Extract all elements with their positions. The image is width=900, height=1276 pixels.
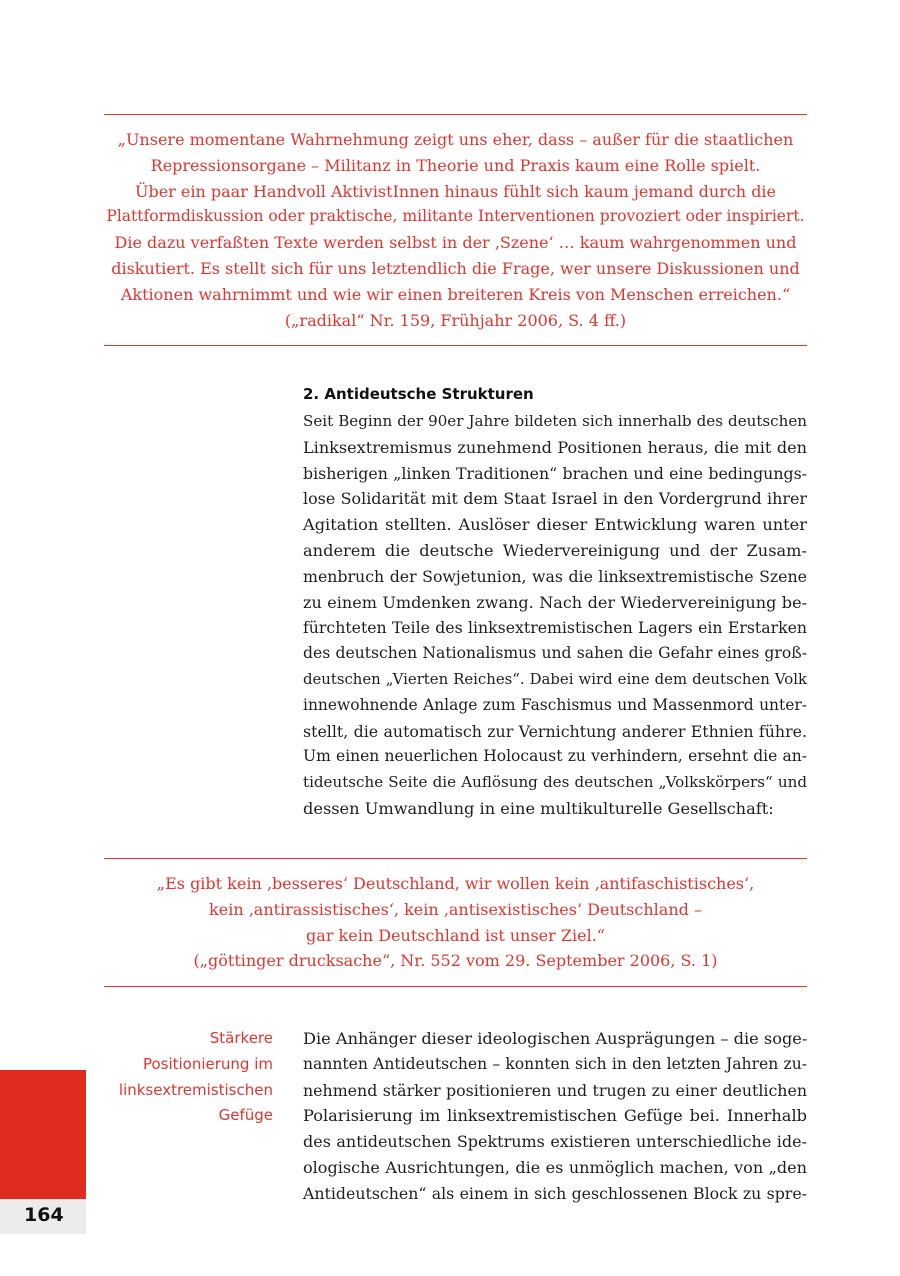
quote2-top-rule [104,858,807,859]
body-line: Agitation stellten. Auslöser dieser Entwicklung waren unter [303,515,807,535]
body-line: zu einem Umdenken zwang. Nach der Wiedervereinigung be- [303,592,807,612]
quote-line: kein ‚antirassistisches‘, kein ‚antisexistisches‘ Deutschland – [209,899,702,919]
body-line: ologische Ausrichtungen, die es unmöglich machen, von „den [303,1157,807,1177]
quote-line: Die dazu verfaßten Texte werden selbst in der ‚Szene‘ … kaum wahrgenommen und [114,233,797,253]
quote-source: („göttinger drucksache“, Nr. 552 vom 29. September 2006, S. 1) [193,951,718,971]
page-red-tab [0,1070,86,1199]
body-line: Polarisierung im linksextremistischen Gefüge bei. Innerhalb [303,1106,807,1126]
body-line: nannten Antideutschen – konnten sich in den letzten Jahren zu- [303,1054,807,1073]
quote-source: („radikal“ Nr. 159, Frühjahr 2006, S. 4 ff.) [284,310,627,330]
section-heading: 2. Antideutsche Strukturen [303,385,534,403]
body-line: dessen Umwandlung in eine multikulturelle Gesellschaft: [303,798,774,818]
body-line: Seit Beginn der 90er Jahre bildeten sich innerhalb des deutschen [303,412,807,430]
body-line: bisherigen „linken Traditionen“ brachen und eine bedingungs- [303,463,807,483]
quote-top-rule [104,114,807,115]
quote-line: diskutiert. Es stellt sich für uns letztendlich die Frage, wer unsere Diskussionen und [111,258,800,278]
body-line: des antideutschen Spektrums existieren unterschiedliche ide- [303,1132,807,1152]
quote-line: gar kein Deutschland ist unser Ziel.“ [306,925,605,945]
body-line: stellt, die automatisch zur Vernichtung anderer Ethnien führe. [303,721,807,741]
body-line: Antideutschen“ als einem in sich geschlossenen Block zu spre- [303,1183,807,1203]
paragraph-2 [303,1026,807,1207]
quote2-bottom-rule [104,986,807,987]
page-number: 164 [24,1204,64,1226]
body-line: fürchteten Teile des linksextremistischen Lagers ein Erstarken [303,618,807,638]
margin-note-line: Gefüge [218,1106,273,1125]
margin-note-line: Stärkere [209,1029,273,1047]
quote-line: Aktionen wahrnimmt und wie wir einen breiteren Kreis von Menschen erreichen.“ [120,284,791,304]
body-line: menbruch der Sowjetunion, was die linksextremistische Szene [303,566,807,586]
body-line: anderem die deutsche Wiedervereinigung und der Zusam- [303,540,807,560]
body-line: Die Anhänger dieser ideologischen Ausprägungen – die soge- [303,1029,808,1048]
margin-note-line: Positionierung im [142,1054,273,1073]
body-line: innewohnende Anlage zum Faschismus und Massenmord unter- [303,695,807,714]
quote-line: Repressionsorgane – Militanz in Theorie und Praxis kaum eine Rolle spielt. [150,155,761,175]
quote-line: Plattformdiskussion oder praktische, militante Interventionen provoziert oder inspiriert. [106,207,805,226]
body-line: deutschen „Vierten Reiches“. Dabei wird eine dem deutschen Volk [303,669,807,688]
quote-line: Über ein paar Handvoll AktivistInnen hinaus fühlt sich kaum jemand durch die [134,181,777,201]
quote-line: „Unsere momentane Wahrnehmung zeigt uns eher, dass – außer für die staatlichen [117,130,794,149]
block-quote-goettinger [104,871,807,974]
margin-note [90,1026,273,1129]
quote-line: „Es gibt kein ‚besseres‘ Deutschland, wir wollen kein ‚antifaschistisches‘, [156,874,755,893]
quote-bottom-rule [104,345,807,346]
body-line: tideutsche Seite die Auflösung des deutschen „Volkskörpers“ und [303,773,807,792]
block-quote-radikal [104,127,807,333]
body-line: des deutschen Nationalismus und sahen die Gefahr eines groß- [303,644,807,663]
body-line: nehmend stärker positionieren und trugen zu einer deutlichen [303,1080,807,1100]
section-body [303,409,807,822]
body-line: lose Solidarität mit dem Staat Israel in den Vordergrund ihrer [303,489,807,509]
body-line: Linksextremismus zunehmend Positionen heraus, die mit den [303,437,807,457]
margin-note-line: linksextremistischen [118,1080,273,1099]
body-line: Um einen neuerlichen Holocaust zu verhindern, ersehnt die an- [303,747,807,766]
